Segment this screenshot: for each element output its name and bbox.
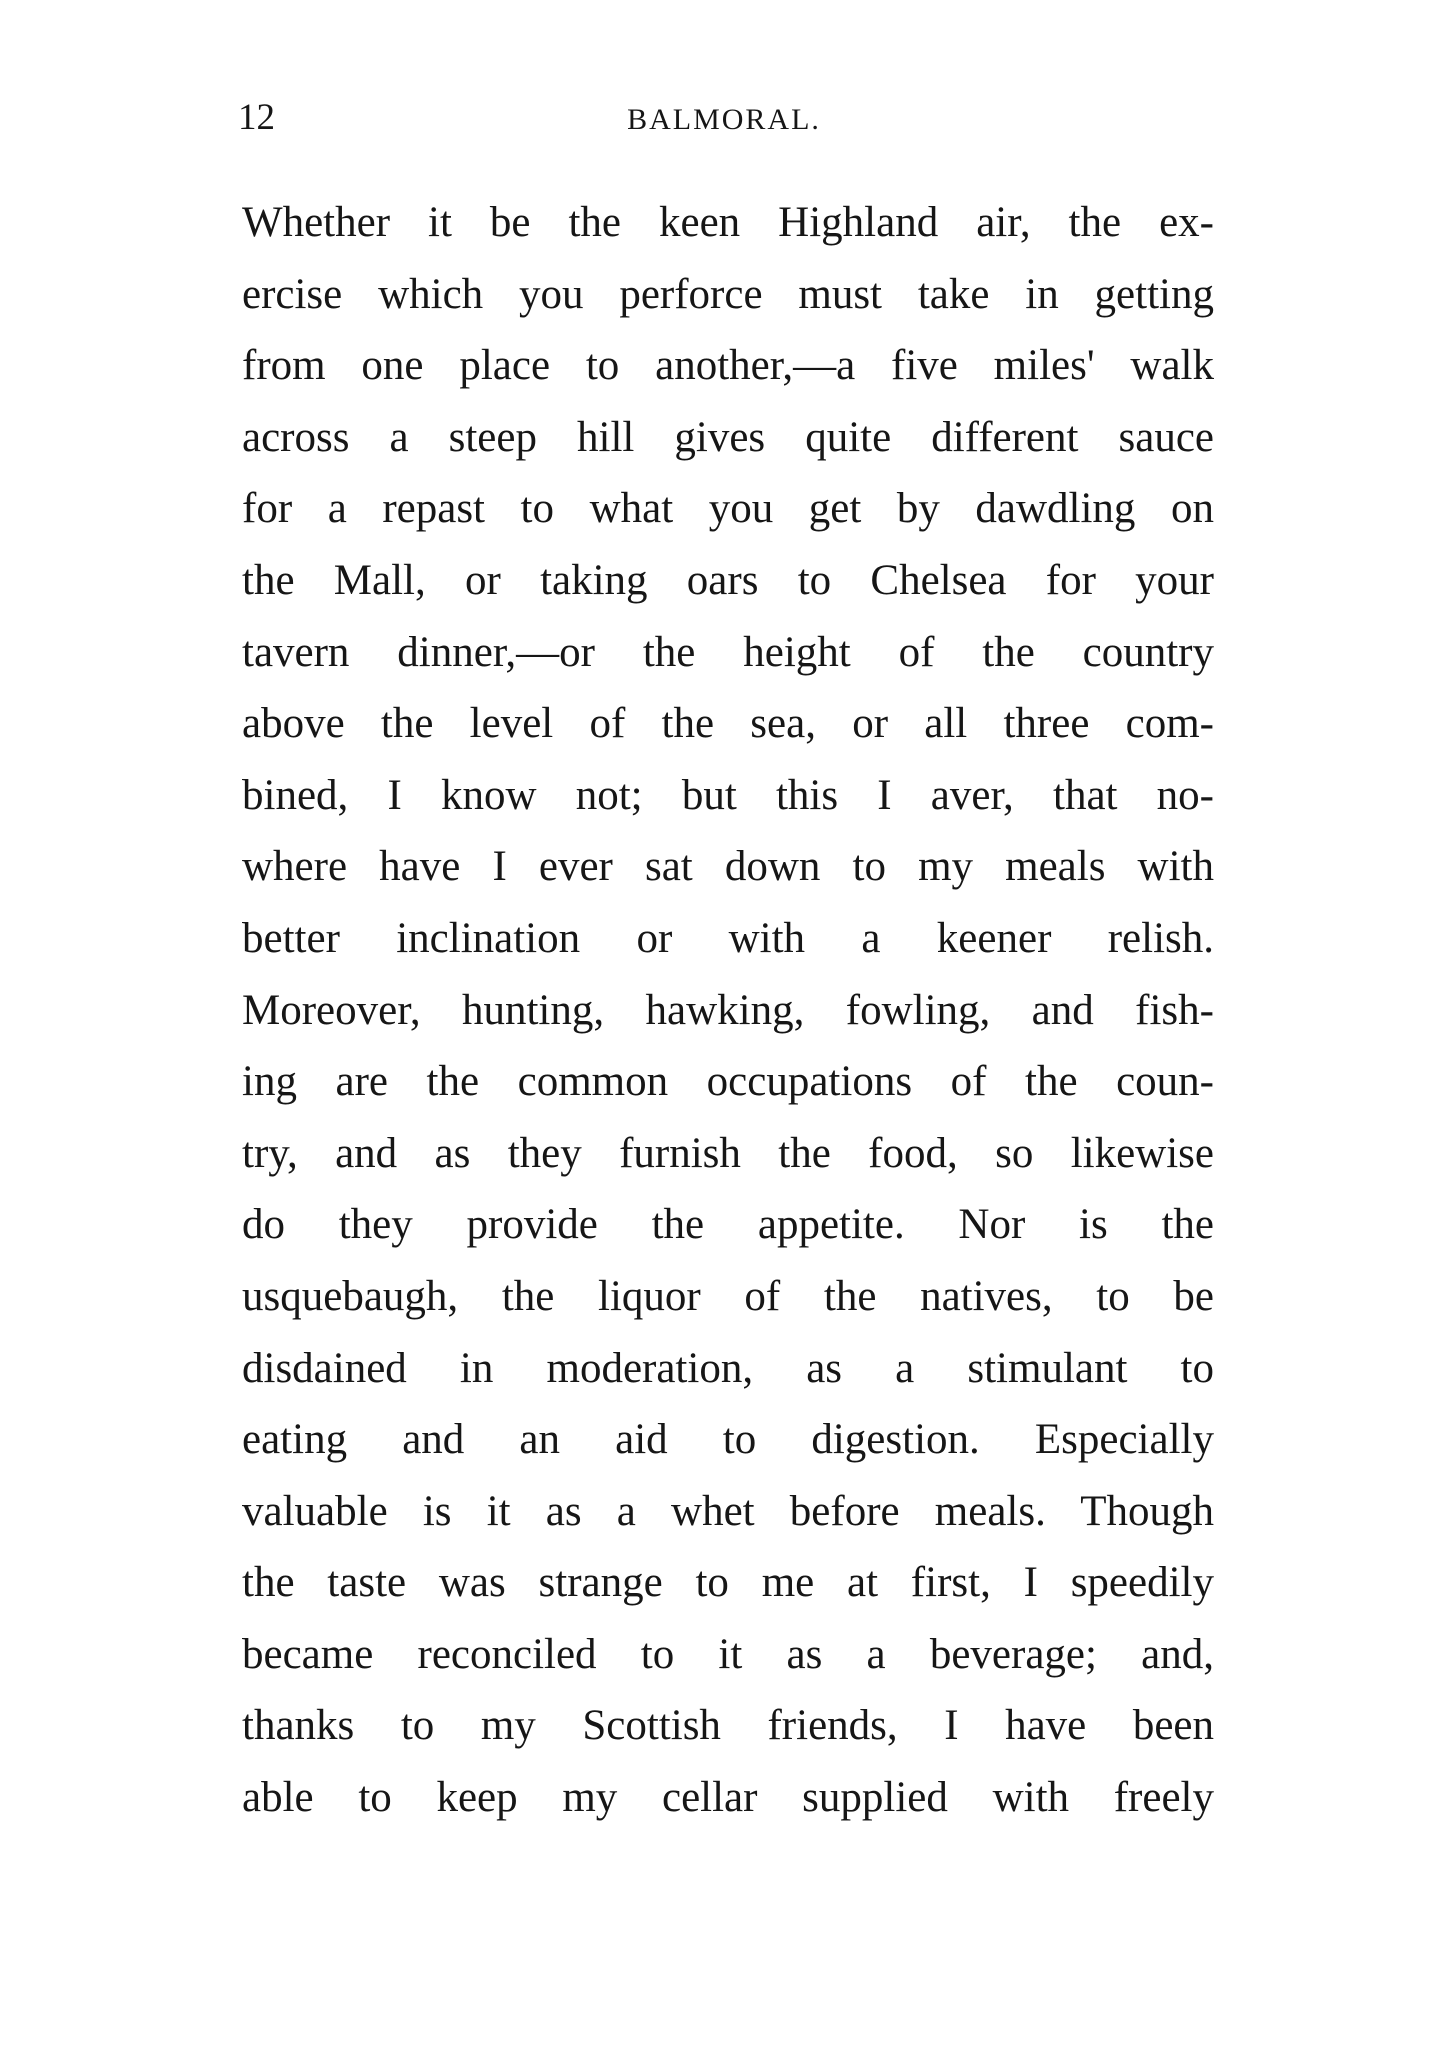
text-line: do they provide the appetite. Nor is the xyxy=(242,1201,1214,1249)
text-line: bined, I know not; but this I aver, that no- xyxy=(242,771,1214,819)
text-line: usquebaugh, the liquor of the natives, to be xyxy=(242,1272,1214,1320)
text-line: thanks to my Scottish friends, I have been xyxy=(242,1702,1214,1750)
text-line: tavern dinner,—or the height of the country xyxy=(242,628,1214,676)
text-line: able to keep my cellar supplied with freely xyxy=(242,1774,1214,1822)
text-line: valuable is it as a whet before meals. Though xyxy=(242,1487,1214,1535)
text-line: for a repast to what you get by dawdling on xyxy=(242,485,1214,533)
text-line: disdained in moderation, as a stimulant to xyxy=(242,1344,1214,1392)
page-number: 12 xyxy=(238,97,275,138)
text-line: better inclination or with a keener relish. xyxy=(242,914,1214,962)
text-line: became reconciled to it as a beverage; and, xyxy=(242,1630,1214,1678)
text-line: ercise which you perforce must take in getting xyxy=(242,270,1214,318)
running-head xyxy=(238,88,1210,148)
running-title: BALMORAL. xyxy=(627,103,821,136)
text-line: ing are the common occupations of the coun- xyxy=(242,1058,1214,1106)
text-line: Moreover, hunting, hawking, fowling, and fish- xyxy=(242,986,1214,1034)
text-line: try, and as they furnish the food, so likewise xyxy=(242,1129,1214,1177)
text-line: Whether it be the keen Highland air, the ex- xyxy=(242,199,1214,246)
text-line: the taste was strange to me at first, I speedily xyxy=(242,1559,1214,1607)
text-line: eating and an aid to digestion. Especially xyxy=(242,1416,1214,1464)
text-line: across a steep hill gives quite different sauce xyxy=(242,413,1214,461)
text-line: from one place to another,—a five miles' walk xyxy=(242,342,1214,390)
text-line: above the level of the sea, or all three com- xyxy=(242,700,1214,748)
body-text xyxy=(242,187,1214,1834)
text-line: the Mall, or taking oars to Chelsea for your xyxy=(242,556,1214,604)
text-line: where have I ever sat down to my meals with xyxy=(242,843,1214,891)
